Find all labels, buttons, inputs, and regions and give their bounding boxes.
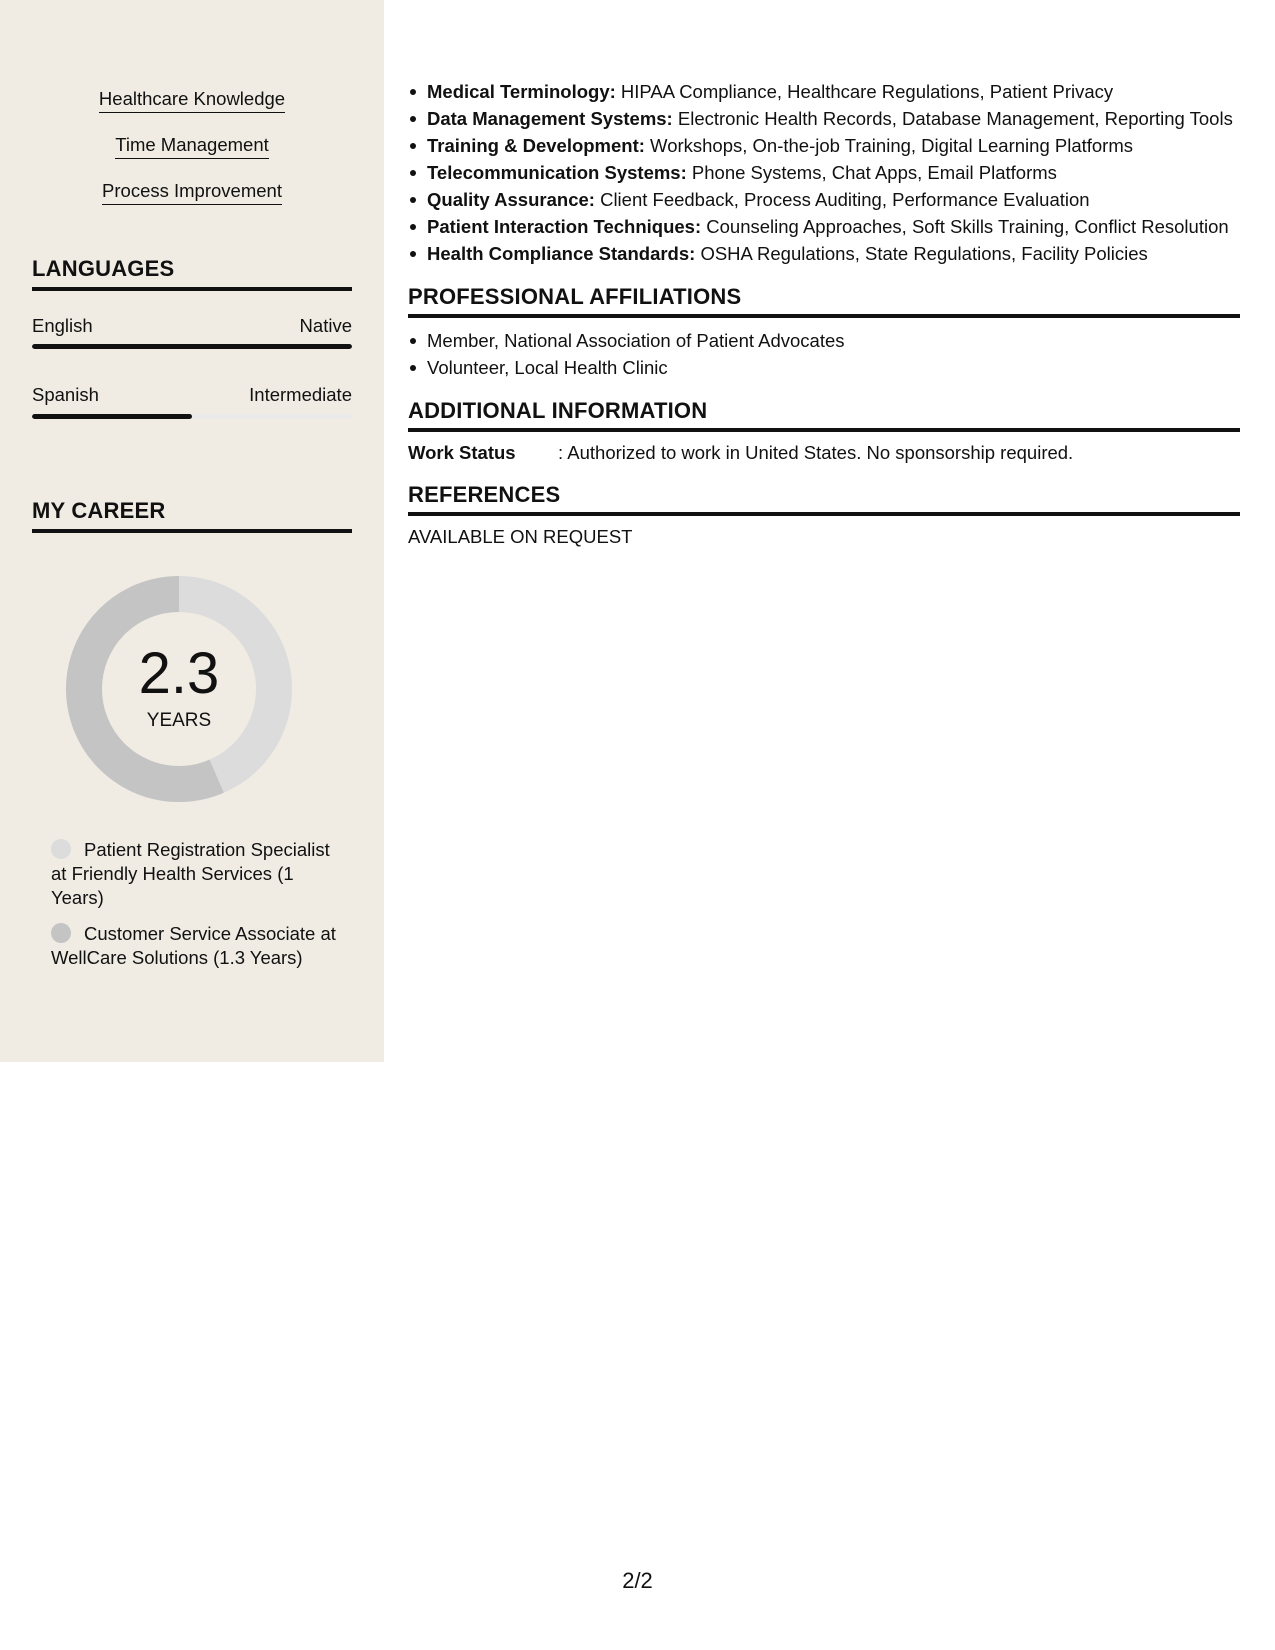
skills-list — [408, 78, 1240, 267]
list-item — [408, 240, 1240, 267]
list-item — [408, 213, 1240, 240]
skill-detail: HIPAA Compliance, Healthcare Regulations, Patient Privacy — [615, 81, 1114, 102]
career-legend-label: Patient Registration Specialist at Friendly Health Services (1 Years) — [51, 839, 330, 908]
page-number: 2/2 — [622, 1568, 653, 1593]
list-item — [408, 105, 1240, 132]
legend-dot-icon — [51, 923, 71, 943]
sidebar-skill-list — [0, 86, 384, 224]
list-item: Volunteer, Local Health Clinic — [408, 354, 1240, 381]
language-bar-fill — [32, 414, 192, 419]
skill-label: Telecommunication Systems: — [427, 162, 687, 183]
work-status-value: : Authorized to work in United States. No sponsorship required. — [558, 442, 1074, 463]
career-legend-label: Customer Service Associate at WellCare Solutions (1.3 Years) — [51, 923, 336, 968]
skill-label: Data Management Systems: — [427, 108, 673, 129]
skill-label: Patient Interaction Techniques: — [427, 216, 702, 237]
affiliations-list — [408, 327, 1240, 381]
career-legend-item — [51, 838, 341, 910]
language-name: Spanish — [32, 384, 99, 405]
skill-detail: Phone Systems, Chat Apps, Email Platforms — [686, 162, 1057, 183]
list-item: Member, National Association of Patient Advocates — [408, 327, 1240, 354]
languages-heading: LANGUAGES — [32, 256, 352, 291]
main-content — [408, 78, 1240, 549]
skill-label: Medical Terminology: — [427, 81, 616, 102]
skill-detail: Workshops, On-the-job Training, Digital Learning Platforms — [644, 135, 1133, 156]
work-status-row — [408, 441, 1240, 465]
career-total — [66, 576, 292, 802]
career-total-unit: YEARS — [146, 710, 212, 731]
affiliations-heading: PROFESSIONAL AFFILIATIONS — [408, 284, 1240, 318]
list-item — [408, 78, 1240, 105]
language-name: English — [32, 315, 93, 336]
skill-label: Training & Development: — [427, 135, 645, 156]
language-level: Intermediate — [249, 384, 352, 405]
skill-tag: Time Management — [115, 132, 269, 159]
skill-detail: Counseling Approaches, Soft Skills Training, Conflict Resolution — [701, 216, 1229, 237]
language-bar-fill — [32, 344, 352, 349]
skill-label: Health Compliance Standards: — [427, 243, 696, 264]
legend-dot-icon — [51, 839, 71, 859]
list-item — [408, 132, 1240, 159]
skill-tag: Healthcare Knowledge — [99, 86, 285, 113]
career-legend-item — [51, 922, 341, 970]
skill-label: Quality Assurance: — [427, 189, 595, 210]
skill-detail: Electronic Health Records, Database Management, Reporting Tools — [672, 108, 1233, 129]
list-item — [408, 186, 1240, 213]
language-bar-spanish — [32, 414, 352, 419]
career-legend — [51, 838, 341, 982]
list-item — [408, 159, 1240, 186]
career-heading: MY CAREER — [32, 498, 352, 533]
language-level: Native — [299, 315, 352, 336]
skill-detail: Client Feedback, Process Auditing, Performance Evaluation — [594, 189, 1090, 210]
references-text: AVAILABLE ON REQUEST — [408, 526, 633, 547]
language-bar-english — [32, 344, 352, 349]
language-row-english — [32, 315, 352, 337]
work-status-label: Work Status — [408, 442, 516, 463]
sidebar — [0, 0, 384, 1062]
additional-info-heading: ADDITIONAL INFORMATION — [408, 398, 1240, 432]
career-total-value: 2.3 — [138, 641, 220, 706]
skill-detail: OSHA Regulations, State Regulations, Facility Policies — [695, 243, 1148, 264]
skill-tag: Process Improvement — [102, 178, 282, 205]
language-row-spanish — [32, 384, 352, 406]
references-heading: REFERENCES — [408, 482, 1240, 516]
